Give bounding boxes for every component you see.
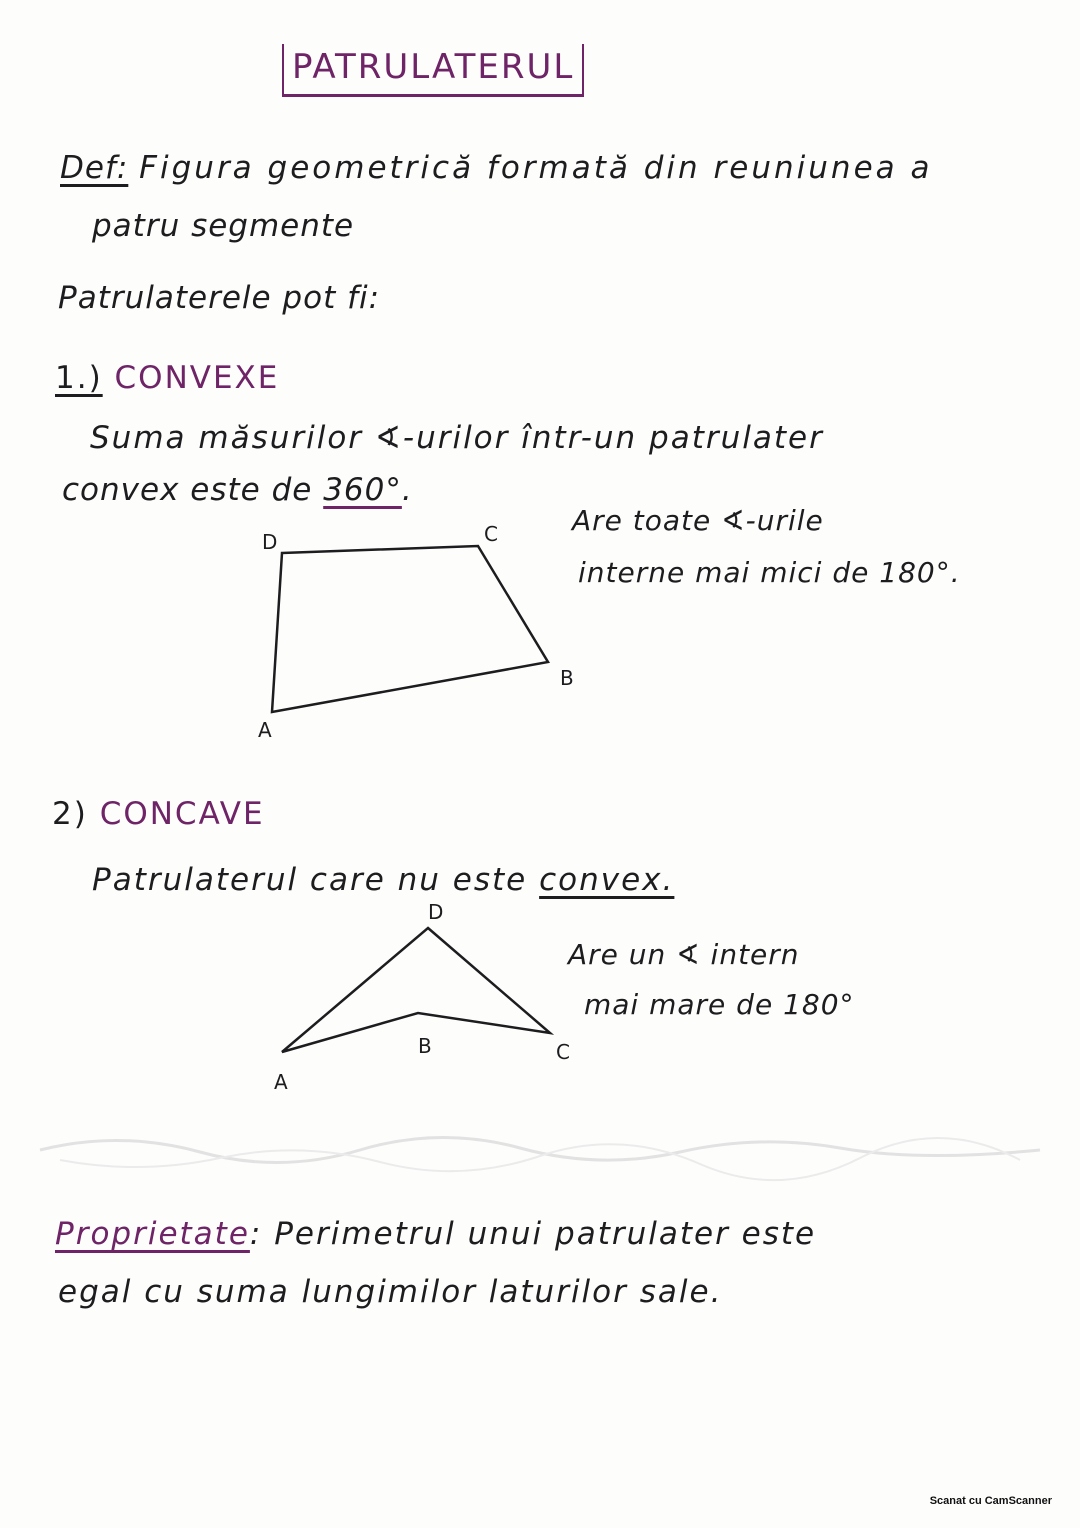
property-line-2: egal cu suma lungimilor laturilor sale.	[58, 1274, 723, 1310]
property-label: Proprietate	[55, 1216, 250, 1252]
convex-vertex-c: C	[484, 522, 498, 546]
concave-note-2: mai mare de 180°	[584, 988, 855, 1021]
concave-line-1	[92, 862, 674, 898]
property-text-1: : Perimetrul unui patrulater este	[249, 1216, 817, 1252]
convex-note-2: interne mai mici de 180°.	[578, 556, 961, 589]
concave-heading-number: 2)	[52, 796, 88, 832]
convex-heading-number: 1.)	[55, 360, 103, 396]
convex-sum-value: 360°	[323, 472, 402, 508]
concave-vertex-d: D	[428, 900, 444, 924]
concave-convex-word: convex.	[539, 862, 675, 898]
property-line-1	[55, 1216, 816, 1252]
definition-text-1: Figura geometrică formată din reuniunea a	[139, 150, 933, 186]
concave-heading	[52, 796, 265, 832]
wavy-separator	[40, 1137, 1040, 1162]
wavy-separator-2	[60, 1138, 1020, 1180]
page-title: PATRULATERUL	[282, 44, 584, 97]
convex-line-2-post: .	[401, 472, 413, 508]
definition-line-2: patru segmente	[92, 208, 355, 244]
definition-label: Def:	[60, 150, 129, 186]
camscanner-watermark: Scanat cu CamScanner	[929, 1495, 1052, 1507]
convex-line-2-pre: convex este de	[62, 472, 313, 508]
convex-note-1: Are toate ∢-urile	[572, 504, 824, 537]
convex-line-1: Suma măsurilor ∢-urilor într-un patrulater	[90, 420, 824, 456]
convex-vertex-a: A	[258, 718, 272, 742]
convex-vertex-b: B	[560, 666, 574, 690]
concave-note-1: Are un ∢ intern	[568, 938, 800, 971]
concave-vertex-c: C	[556, 1040, 570, 1064]
intro-text: Patrulaterele pot fi:	[58, 280, 381, 316]
convex-vertex-d: D	[262, 530, 278, 554]
concave-quadrilateral	[282, 928, 550, 1052]
concave-vertex-a: A	[274, 1070, 288, 1094]
convex-quadrilateral	[272, 546, 548, 712]
concave-vertex-b: B	[418, 1034, 432, 1058]
concave-heading-text: CONCAVE	[99, 796, 265, 832]
concave-line-1-pre: Patrulaterul care nu este	[92, 862, 528, 898]
convex-heading-text: CONVEXE	[114, 360, 280, 396]
